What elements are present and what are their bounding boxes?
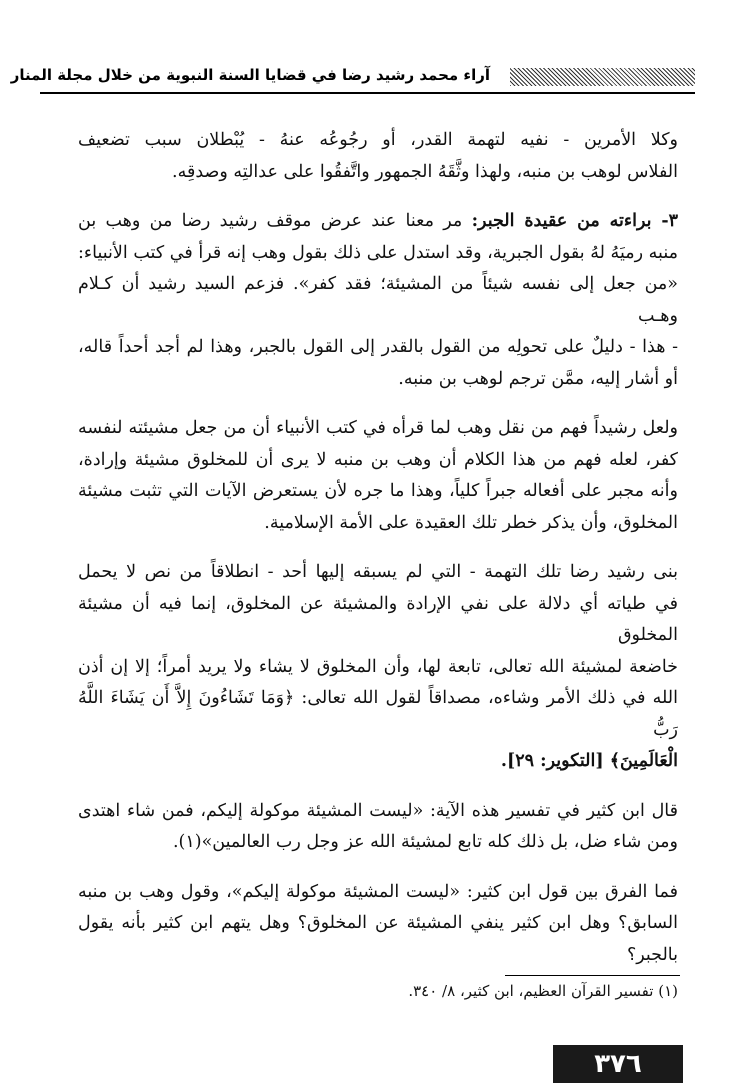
running-header: [10, 62, 695, 92]
paragraph: [78, 557, 678, 778]
text-line: السابق؟ وهل ابن كثير ينفي المشيئة عن المخلوق؟ وهل يتهم ابن كثير بأنه يقول بالجبر؟: [78, 913, 678, 965]
text-line: «من جعل إلى نفسه شيئاً من المشيئة؛ فقد كفر». فزعم السيد رشيد أن كـلام وهـب: [78, 274, 678, 326]
text-line: وأنه مجبر على أفعاله جبراً كلياً، وهذا ما جره لأن يستعرض الآيات التي تثبت مشيئة: [78, 481, 678, 501]
text-line: منبه رميَهُ لهُ بقول الجبرية، وقد استدل على ذلك بقول وهب إنه قرأ في كتب الأنبياء:: [78, 242, 678, 263]
text-line: أو أشار إليه، ممَّن ترجم لوهب بن منبه.: [398, 368, 678, 389]
section-heading: ٣- براءته من عقيدة الجبر:: [471, 211, 679, 231]
text-line: خاضعة لمشيئة الله تعالى، تابعة لها، وأن المخلوق لا يشاء ولا يريد أمراً؛ إلا إن أذن: [78, 656, 678, 677]
footnote-rule: [505, 975, 680, 976]
paragraph: [78, 796, 678, 859]
text-span: مر معنا عند عرض موقف رشيد رضا من وهب بن: [78, 211, 472, 231]
header-rule: [40, 92, 695, 94]
page-number: ٣٧٦: [553, 1045, 683, 1083]
paragraph: [78, 413, 678, 539]
text-line: ومن شاء ضل، بل ذلك كله تابع لمشيئة الله عز وجل رب العالمين»(١).: [172, 832, 678, 852]
header-title: آراء محمد رشيد رضا في قضايا السنة النبوية من خلال مجلة المنار: [10, 66, 490, 84]
header-ornament: [510, 68, 695, 86]
text-line: وكلا الأمرين - نفيه لتهمة القدر، أو رجُوعُه عنهُ - يُبْطلان سبب تضعيف: [78, 130, 678, 150]
text-line: الفلاس لوهب بن منبه، ولهذا وثَّقَهُ الجمهور واتَّفقُوا على عدالتِه وصدقِه.: [172, 161, 678, 182]
text-line: في طياته أي دلالة على نفي الإرادة والمشيئة عن المخلوق، إنما فيه أن مشيئة المخلوق: [78, 593, 678, 645]
paragraph: [78, 125, 678, 188]
paragraph: [78, 206, 678, 395]
text-line: كفر، لعله فهم من هذا الكلام أن وهب بن منبه لا يرى أن للمخلوق مشيئة وإرادة،: [78, 449, 678, 470]
text-line: فما الفرق بين قول ابن كثير: «ليست المشيئة موكولة إليكم»، وقول وهب بن منبه: [78, 881, 678, 902]
text-line: [78, 206, 678, 238]
text-line: قال ابن كثير في تفسير هذه الآية: «ليست المشيئة موكولة إليكم، فمن شاء اهتدى: [78, 800, 678, 821]
text-line: الله في ذلك الأمر وشاءه، مصداقاً لقول الله تعالى: ﴿وَمَا تَشَاءُونَ إِلاَّ أَن يَشَاءَ اللَّهُ رَبُّ: [78, 688, 678, 740]
page-body: [78, 125, 678, 989]
text-line: - هذا - دليلٌ على تحولِه من القول بالقدر إلى القول بالجبر، وهذا لم أجد أحداً قاله،: [78, 337, 678, 357]
text-line: بنى رشيد رضا تلك التهمة - التي لم يسبقه إليها أحد - انطلاقاً من نص لا يحمل: [78, 562, 678, 582]
paragraph: [78, 877, 678, 972]
text-line: المخلوق، وأن يذكر خطر تلك العقيدة على الأمة الإسلامية.: [264, 512, 678, 533]
footnote: (١) تفسير القرآن العظيم، ابن كثير، ٨/ ٣٤٠.: [408, 982, 678, 1000]
text-line: الْعَالَمِينَ﴾ [التكوير: ٢٩].: [500, 751, 678, 771]
text-line: ولعل رشيداً فهم من نقل وهب لما قرأه في كتب الأنبياء أن من جعل مشيئته لنفسه: [78, 418, 678, 438]
